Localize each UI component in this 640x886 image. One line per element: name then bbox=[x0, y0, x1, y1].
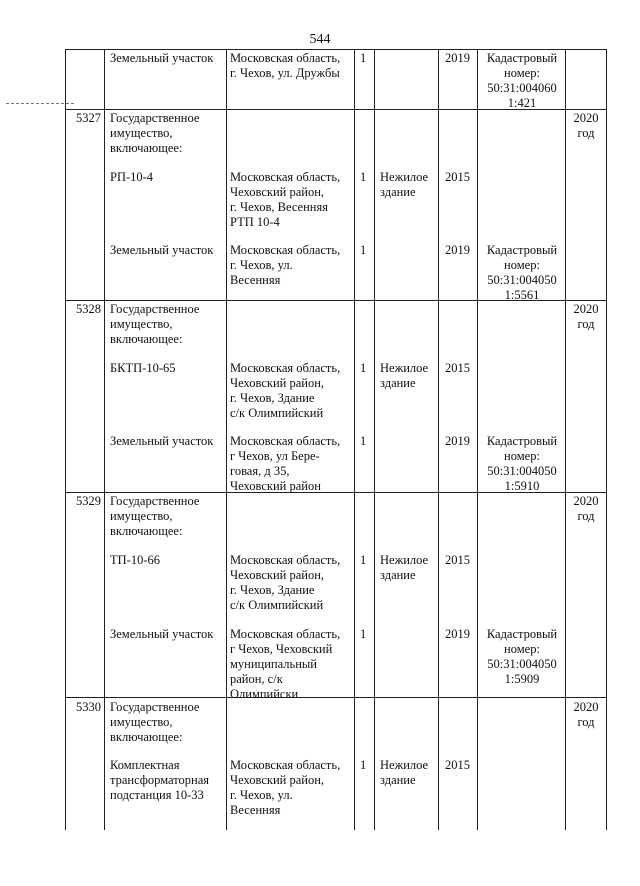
item-type: Нежилое здание bbox=[380, 361, 429, 390]
item-note: Кадастровый номер: 50:31:004050 1:5561 bbox=[486, 243, 558, 302]
item-qty: 1 bbox=[360, 758, 367, 772]
item-qty: 1 bbox=[360, 243, 367, 257]
item-qty: 1 bbox=[360, 51, 367, 65]
row-number: 5329 bbox=[76, 494, 101, 508]
item-year: 2019 bbox=[445, 627, 470, 641]
item-type: Нежилое здание bbox=[380, 170, 429, 199]
item-address: Московская область, г Чехов, ул Бере- говая, д 35, Чеховский район bbox=[230, 434, 341, 493]
item-address: Московская область, Чеховский район, г. Чехов, Здание с/к Олимпийский bbox=[230, 361, 341, 420]
item-qty: 1 bbox=[360, 553, 367, 567]
col-divider-qty bbox=[374, 49, 375, 830]
item-address: Московская область, г. Чехов, ул. Весенняя bbox=[230, 243, 341, 287]
item-name: Земельный участок bbox=[110, 243, 214, 257]
row-year: 2020 год bbox=[573, 302, 599, 331]
col-divider-type bbox=[438, 49, 439, 830]
item-address: Московская область, г. Чехов, ул. Дружбы bbox=[230, 51, 341, 80]
item-address: Московская область, г Чехов, Чеховский муниципальный район, с/к Олимпийски bbox=[230, 627, 341, 701]
item-year: 2015 bbox=[445, 361, 470, 375]
col-divider-number bbox=[104, 49, 105, 830]
item-name: РП-10-4 bbox=[110, 170, 154, 184]
item-note: Кадастровый номер: 50:31:004060 1:421 bbox=[486, 51, 558, 110]
row-number: 5327 bbox=[76, 111, 101, 125]
col-divider-note bbox=[565, 49, 566, 830]
item-type: Нежилое здание bbox=[380, 758, 429, 787]
item-name: ТП-10-66 bbox=[110, 553, 160, 567]
group-title: Государственное имущество, включающее: bbox=[110, 111, 200, 155]
row-number: 5330 bbox=[76, 700, 101, 714]
row-year: 2020 год bbox=[573, 494, 599, 523]
item-qty: 1 bbox=[360, 361, 367, 375]
item-address: Московская область, Чеховский район, г. Чехов, Весенняя РТП 10-4 bbox=[230, 170, 341, 229]
item-qty: 1 bbox=[360, 627, 367, 641]
page-number: 544 bbox=[309, 32, 331, 47]
row-year: 2020 год bbox=[573, 111, 599, 140]
item-name: Земельный участок bbox=[110, 434, 214, 448]
item-note: Кадастровый номер: 50:31:004050 1:5909 bbox=[486, 627, 558, 686]
table-border-left bbox=[65, 49, 66, 830]
item-year: 2015 bbox=[445, 553, 470, 567]
col-divider-year bbox=[477, 49, 478, 830]
item-year: 2019 bbox=[445, 434, 470, 448]
item-year: 2015 bbox=[445, 758, 470, 772]
item-address: Московская область, Чеховский район, г. Чехов, ул. Весенняя bbox=[230, 758, 341, 817]
item-note: Кадастровый номер: 50:31:004050 1:5910 bbox=[486, 434, 558, 493]
group-title: Государственное имущество, включающее: bbox=[110, 302, 200, 346]
item-year: 2019 bbox=[445, 51, 470, 65]
item-name: БКТП-10-65 bbox=[110, 361, 176, 375]
table-border-right bbox=[606, 49, 607, 830]
table-border-top bbox=[65, 49, 606, 50]
item-year: 2019 bbox=[445, 243, 470, 257]
item-year: 2015 bbox=[445, 170, 470, 184]
row-year: 2020 год bbox=[573, 700, 599, 729]
item-address: Московская область, Чеховский район, г. Чехов, Здание с/к Олимпийский bbox=[230, 553, 341, 612]
row-number: 5328 bbox=[76, 302, 101, 316]
col-divider-address bbox=[354, 49, 355, 830]
group-title: Государственное имущество, включающее: bbox=[110, 700, 200, 744]
scan-artifact-mark bbox=[6, 103, 74, 104]
item-qty: 1 bbox=[360, 434, 367, 448]
item-name: Земельный участок bbox=[110, 627, 214, 641]
col-divider-name bbox=[226, 49, 227, 830]
item-name: Комплектная трансформаторная подстанция 10-33 bbox=[110, 758, 210, 802]
item-type: Нежилое здание bbox=[380, 553, 429, 582]
group-title: Государственное имущество, включающее: bbox=[110, 494, 200, 538]
item-name: Земельный участок bbox=[110, 51, 214, 65]
item-qty: 1 bbox=[360, 170, 367, 184]
